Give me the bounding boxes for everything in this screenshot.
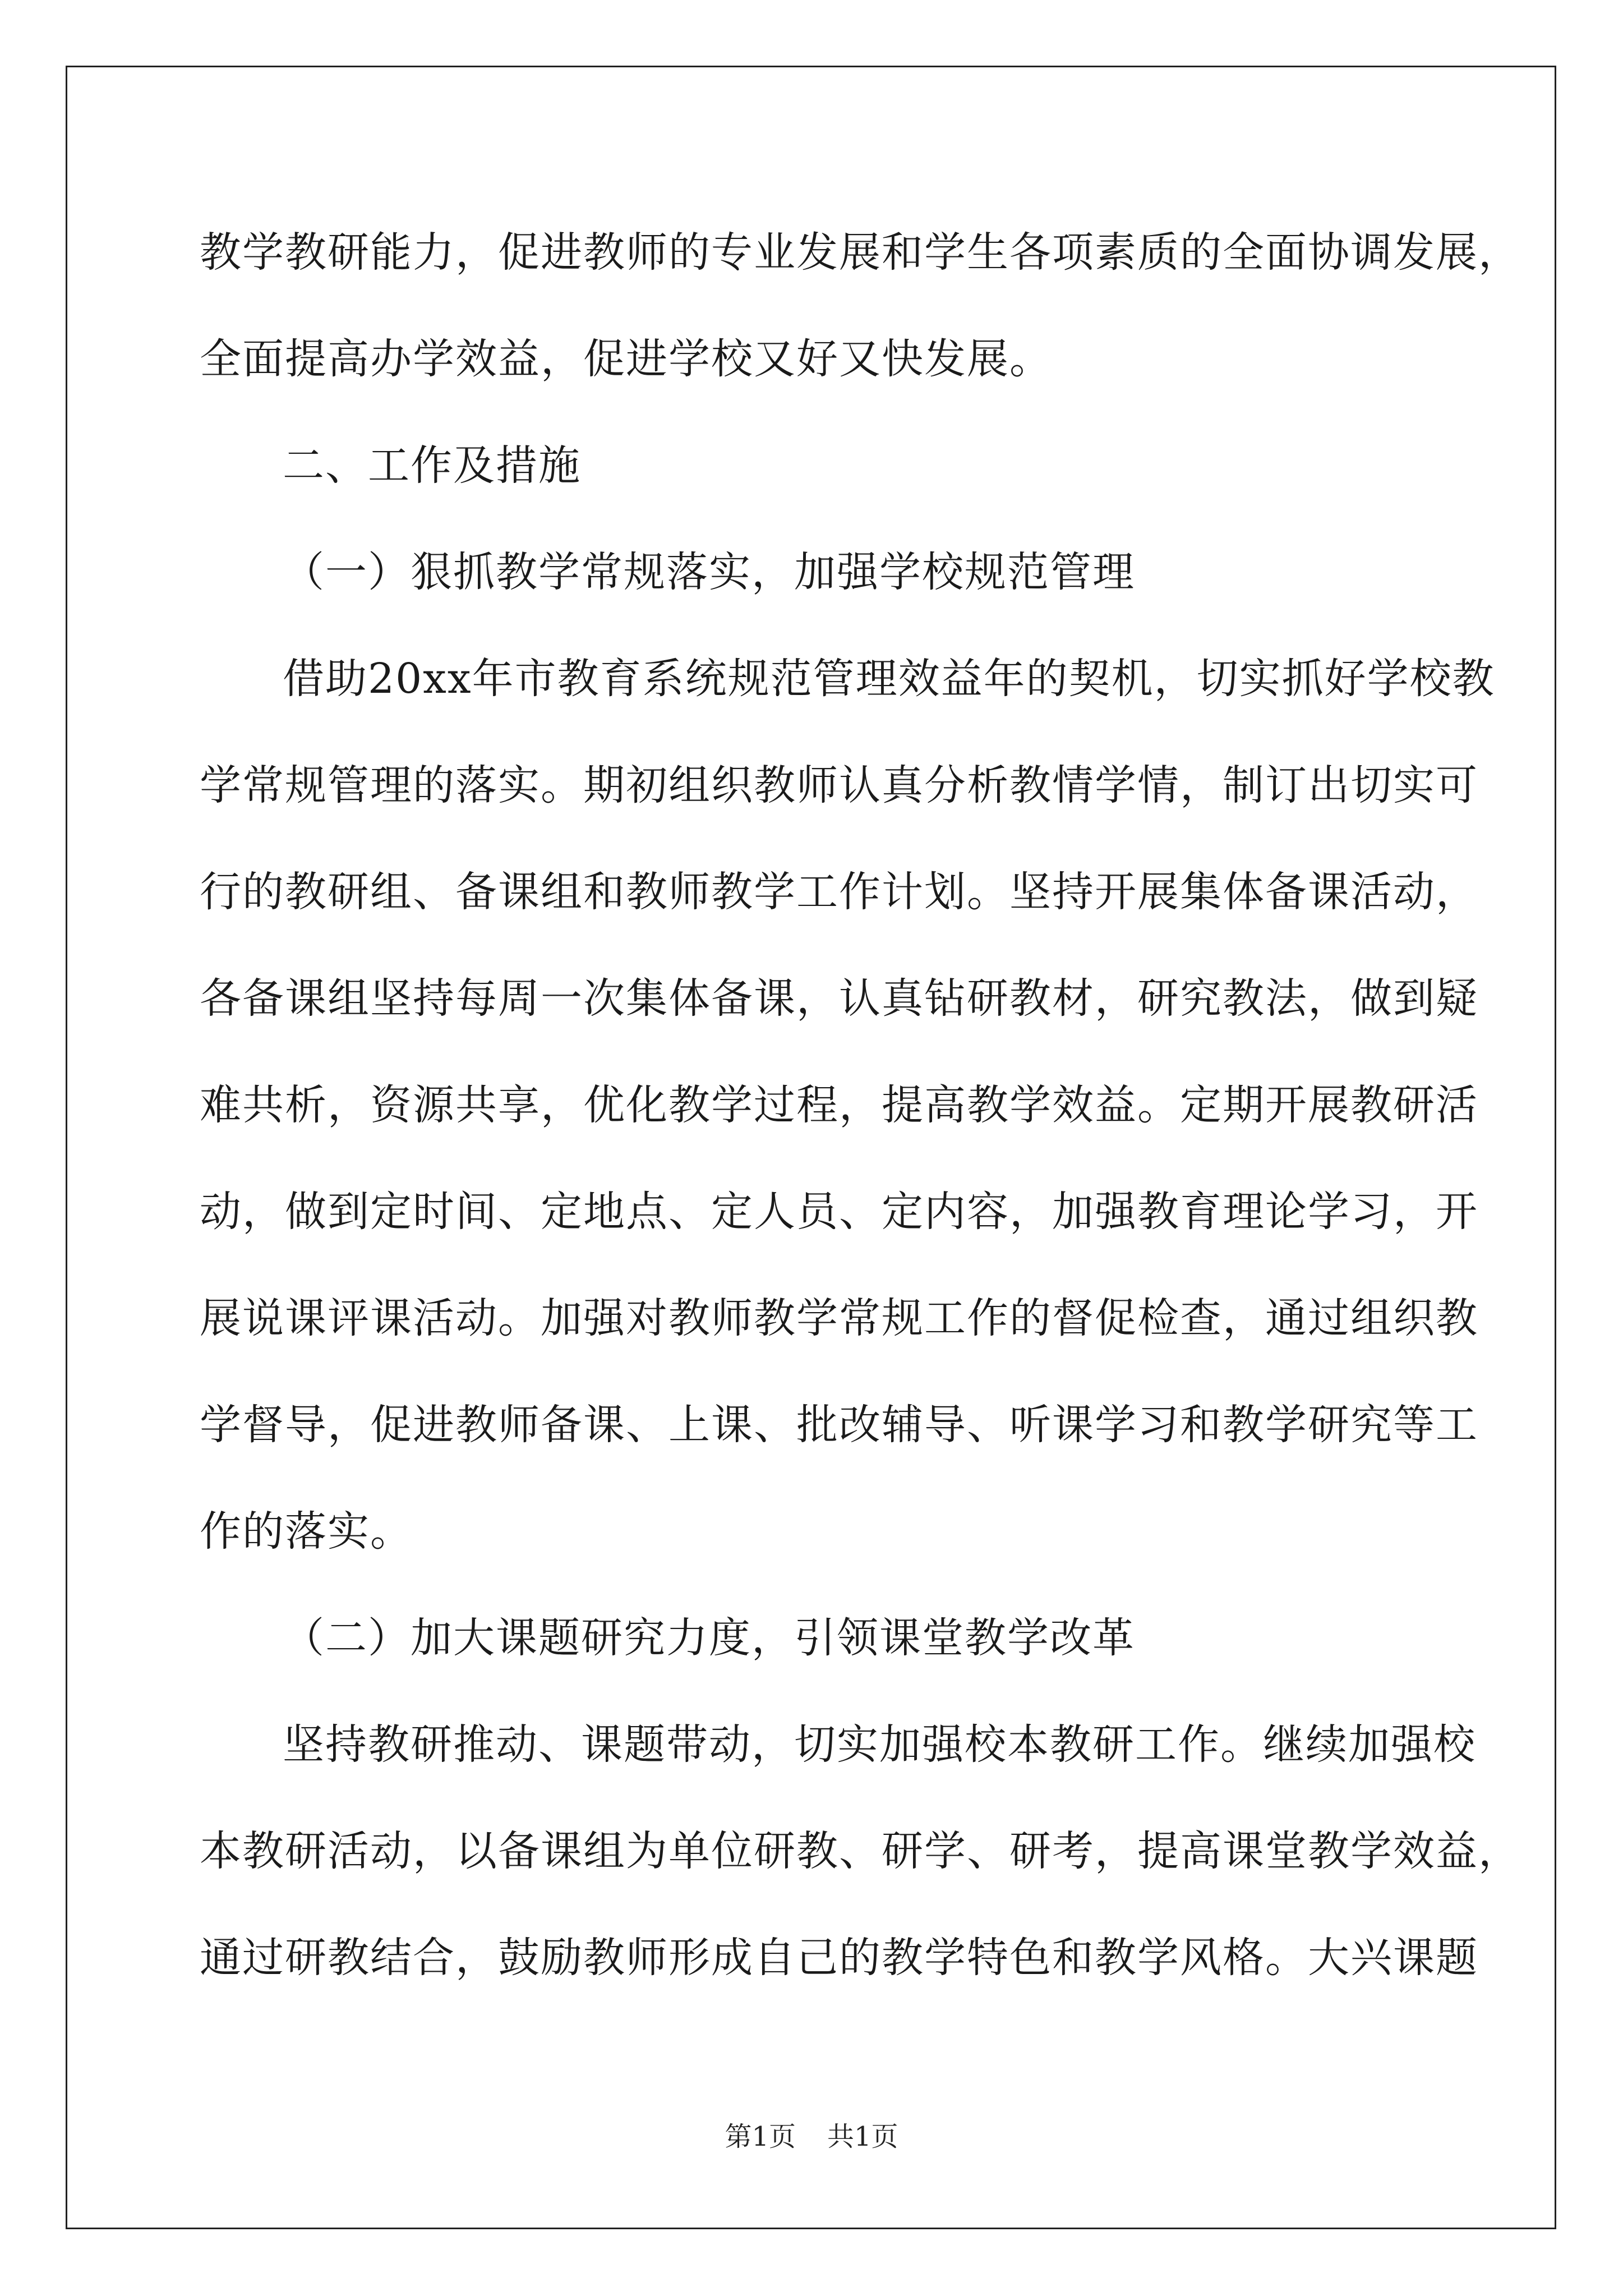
text-line: 坚持教研推动、课题带动，切实加强校本教研工作。继续加强校 [283, 1720, 1476, 1769]
document-body [200, 222, 1521, 2033]
text-line: 借助20xx年市教育系统规范管理效益年的契机，切实抓好学校教 [283, 655, 1495, 703]
text-line: 难共析，资源共享，优化教学过程，提高教学效益。定期开展教研活 [200, 1081, 1478, 1129]
text-line: 通过研教结合，鼓励教师形成自己的教学特色和教学风格。大兴课题 [200, 1934, 1478, 1982]
text-line: 本教研活动，以备课组为单位研教、研学、研考，提高课堂教学效益， [200, 1827, 1521, 1875]
text-line: 教学教研能力，促进教师的专业发展和学生各项素质的全面协调发展， [200, 228, 1521, 277]
text-line: 各备课组坚持每周一次集体备课，认真钻研教材，研究教法，做到疑 [200, 974, 1478, 1023]
text-line: 作的落实。 [200, 1507, 413, 1556]
page-footer [0, 2115, 1623, 2154]
text-line: 展说课评课活动。加强对教师教学常规工作的督促检查，通过组织教 [200, 1294, 1478, 1342]
text-line: 行的教研组、备课组和教师教学工作计划。坚持开展集体备课活动， [200, 868, 1478, 916]
text-line: 学常规管理的落实。期初组织教师认真分析教情学情，制订出切实可 [200, 761, 1478, 809]
subsection-heading: （二）加大课题研究力度，引领课堂教学改革 [283, 1614, 1135, 1662]
page-number-total: 共1页 [827, 2121, 898, 2152]
subsection-heading: （一）狠抓教学常规落实，加强学校规范管理 [283, 548, 1135, 596]
section-heading: 二、工作及措施 [283, 441, 581, 490]
text-line: 学督导，促进教师备课、上课、批改辅导、听课学习和教学研究等工 [200, 1401, 1478, 1449]
text-line: 全面提高办学效益，促进学校又好又快发展。 [200, 335, 1052, 383]
page-number-current: 第1页 [725, 2121, 796, 2152]
text-line: 动，做到定时间、定地点、定人员、定内容，加强教育理论学习，开 [200, 1188, 1478, 1236]
